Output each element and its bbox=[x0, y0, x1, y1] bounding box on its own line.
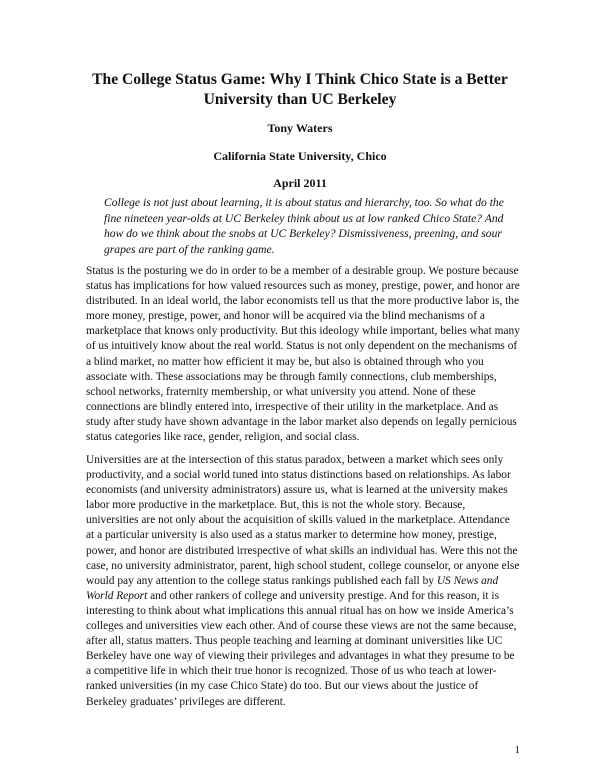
body-paragraph-1: Status is the posturing we do in order to be a member of a desirable group. We posture because status has implications for how valued resources such as money, prestige, power, and honor are distributed. In an ideal world, the labor economists tell us that the more productive labor is, the more money, prestige, power, and honor will be acquired via the blind mechanisms of a marketplace that knows only productivity. But this ideology while important, belies what many of us intuitively know about the real world. Status is not only dependent on the mechanisms of a blind market, no matter how efficient it may be, but also is obtained through who you associate with. These associations may be through family connections, club memberships, school networks, fraternity membership, or what university you attend. None of these connections are blindly entered into, irrespective of their utility in the marketplace. And as study after study have shown advantage in the labor market also depends on legally pernicious status categories like race, gender, religion, and social class. bbox=[86, 265, 520, 444]
body-paragraph-2 bbox=[86, 453, 520, 710]
abstract: College is not just about learning, it is about status and hierarchy, too. So what do the fine nineteen year-olds at UC Berkeley think about us at low ranked Chico State? And how do we think about the snobs at UC Berkeley? Dismissiveness, preening, and sour grapes are part of the ranking game. bbox=[104, 196, 504, 256]
publication-name: US News and World Report bbox=[86, 574, 499, 602]
paper-title: The College Status Game: Why I Think Chico State is a Better University than UC Berkeley bbox=[92, 71, 508, 108]
page-number: 1 bbox=[514, 744, 520, 756]
paragraph-2-text-start: Universities are at the intersection of this status paradox, between a market which sees only productivity, and a social world tuned into status distinctions based on relationships. As labor economists (and university administrators) assure us, what is learned at the university makes labor more productive in the marketplace. But, this is not the whole story. Because, universities are not only about the acquisition of skills valued in the marketplace. Attendance at a particular university is also used as a status marker to determine how money, prestige, power, and honor are distributed irrespective of what skills an individual has. Were this not the case, no university administrator, parent, high school student, college counselor, or anyone else would pay any attention to the college status rankings published each fall by bbox=[86, 454, 520, 587]
publication-date: April 2011 bbox=[273, 176, 327, 190]
author-name: Tony Waters bbox=[267, 121, 333, 135]
author-affiliation: California State University, Chico bbox=[213, 149, 387, 163]
paragraph-2-text-end: and other rankers of college and university prestige. And for this reason, it is interesting to think about what implications this annual ritual has on how we inside America’s colleges and universities view each other. And of course these views are not the same because, after all, status matters. Thus people teaching and learning at dominant universities like UC Berkeley have one way of viewing their privileges and advantages in what they presume to be a competitive life in which their true honor is recognized. Those of us who teach at lower-ranked universities (in my case Chico State) do too. But our views about the justice of Berkeley graduates’ privileges are different. bbox=[86, 589, 517, 708]
